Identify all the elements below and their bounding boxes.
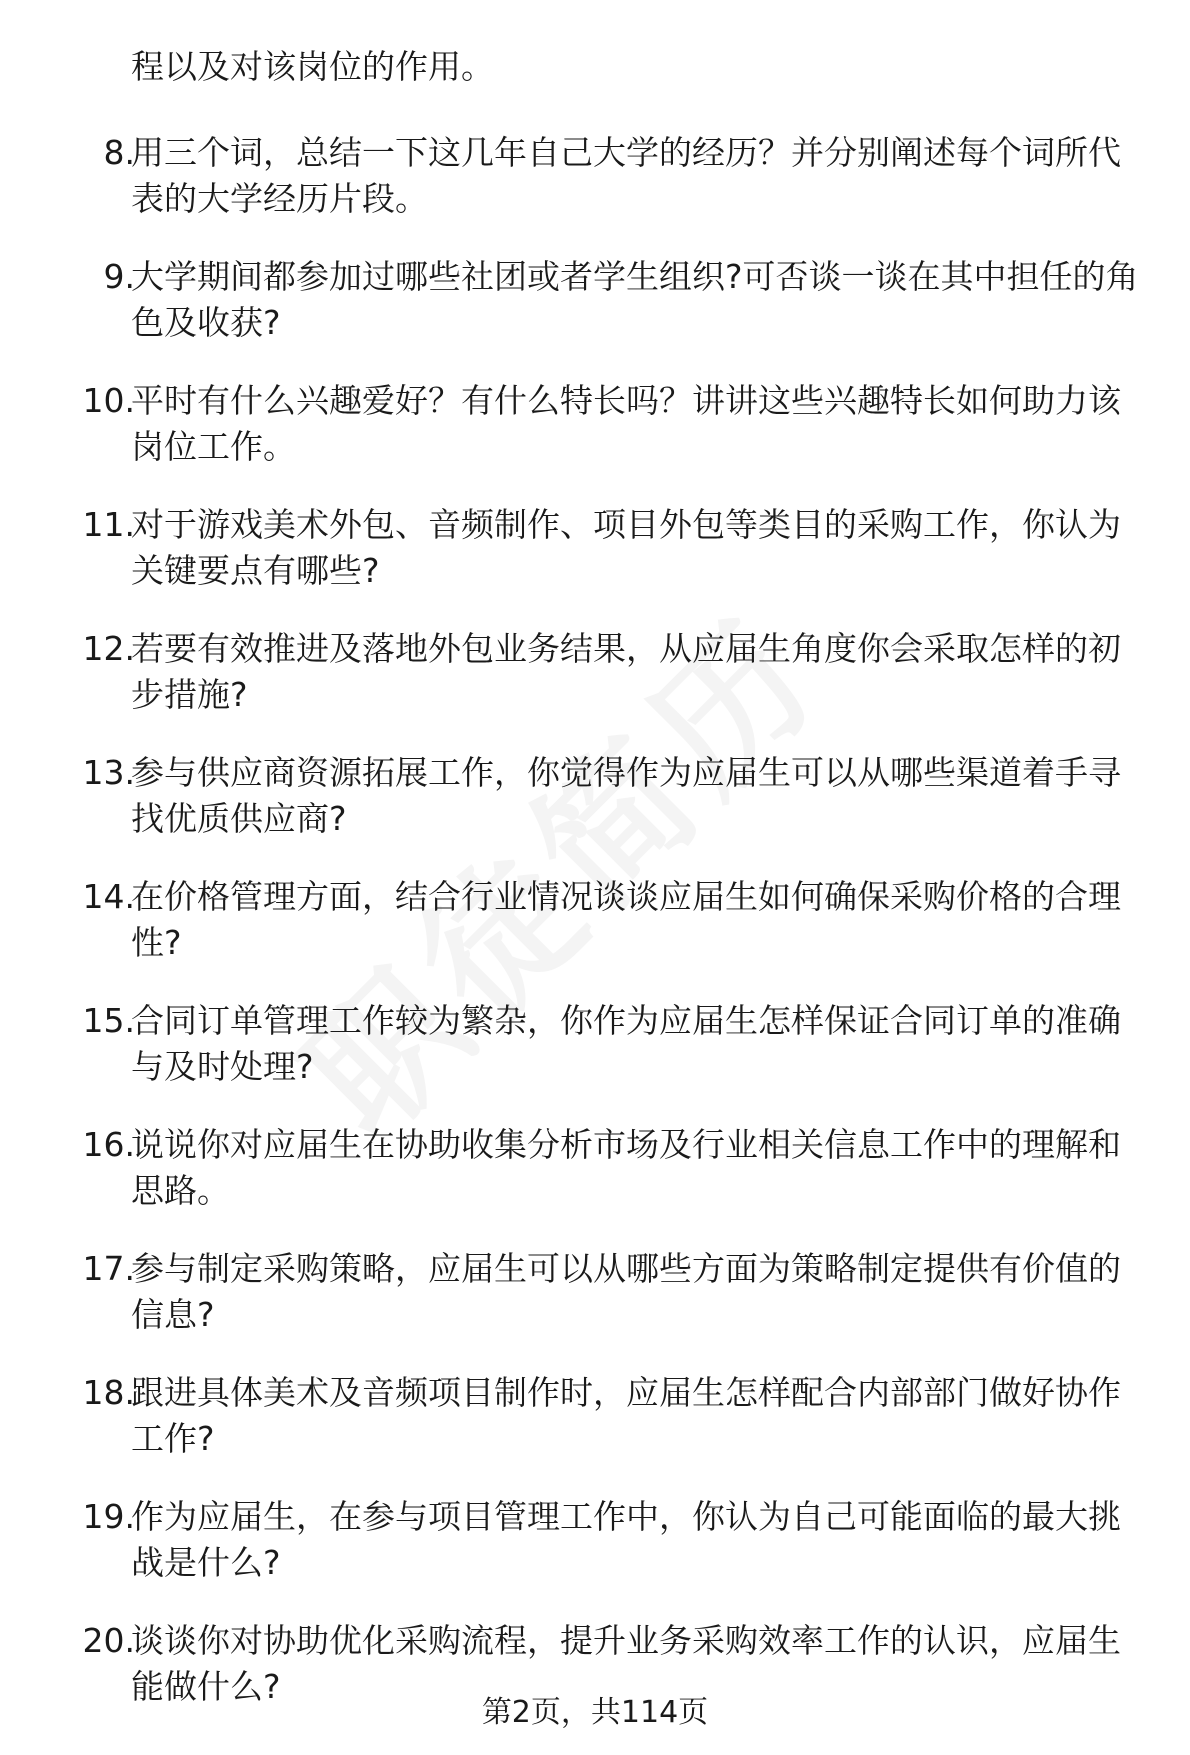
question-item xyxy=(0,1494,1190,1618)
question-text: 参与制定采购策略，应届生可以从哪些方面为策略制定提供有价值的信息? xyxy=(131,1249,1121,1334)
question-item xyxy=(0,874,1190,998)
question-item xyxy=(0,1246,1190,1370)
question-item xyxy=(0,750,1190,874)
question-number: 19. xyxy=(82,1497,135,1536)
question-item xyxy=(0,502,1190,626)
question-number: 17. xyxy=(82,1249,135,1288)
question-list xyxy=(0,130,1190,1742)
question-text: 平时有什么兴趣爱好？有什么特长吗？讲讲这些兴趣特长如何助力该岗位工作。 xyxy=(131,381,1121,466)
question-number: 13. xyxy=(82,753,135,792)
question-item xyxy=(0,1122,1190,1246)
question-text: 谈谈你对协助优化采购流程，提升业务采购效率工作的认识，应届生能做什么? xyxy=(131,1621,1121,1706)
question-text: 对于游戏美术外包、音频制作、项目外包等类目的采购工作，你认为关键要点有哪些? xyxy=(131,505,1121,590)
question-text: 合同订单管理工作较为繁杂，你作为应届生怎样保证合同订单的准确与及时处理? xyxy=(131,1001,1121,1086)
question-item xyxy=(0,1370,1190,1494)
question-number: 12. xyxy=(82,629,135,668)
question-text: 若要有效推进及落地外包业务结果，从应届生角度你会采取怎样的初步措施? xyxy=(131,629,1121,714)
question-text: 在价格管理方面，结合行业情况谈谈应届生如何确保采购价格的合理性? xyxy=(131,877,1121,962)
question-text: 大学期间都参加过哪些社团或者学生组织?可否谈一谈在其中担任的角色及收获? xyxy=(131,257,1139,342)
question-item xyxy=(0,254,1190,378)
question-number: 9. xyxy=(103,257,135,296)
question-text: 跟进具体美术及音频项目制作时，应届生怎样配合内部部门做好协作工作? xyxy=(131,1373,1121,1458)
question-number: 14. xyxy=(82,877,135,916)
question-text: 说说你对应届生在协助收集分析市场及行业相关信息工作中的理解和思路。 xyxy=(131,1125,1121,1210)
continuation-text: 程以及对该岗位的作用。 xyxy=(131,47,494,86)
question-item xyxy=(0,378,1190,502)
question-number: 8. xyxy=(103,133,135,172)
question-number: 18. xyxy=(82,1373,135,1412)
question-item xyxy=(0,626,1190,750)
question-number: 11. xyxy=(82,505,135,544)
question-text: 作为应届生，在参与项目管理工作中，你认为自己可能面临的最大挑战是什么? xyxy=(131,1497,1121,1582)
question-item xyxy=(0,130,1190,254)
question-number: 10. xyxy=(82,381,135,420)
page-footer: 第2页，共114页 xyxy=(481,1695,709,1730)
question-number: 20. xyxy=(82,1621,135,1660)
question-item xyxy=(0,998,1190,1122)
question-number: 16. xyxy=(82,1125,135,1164)
question-text: 用三个词，总结一下这几年自己大学的经历？并分别阐述每个词所代表的大学经历片段。 xyxy=(131,133,1121,218)
question-number: 15. xyxy=(82,1001,135,1040)
question-text: 参与供应商资源拓展工作，你觉得作为应届生可以从哪些渠道着手寻找优质供应商? xyxy=(131,753,1121,838)
